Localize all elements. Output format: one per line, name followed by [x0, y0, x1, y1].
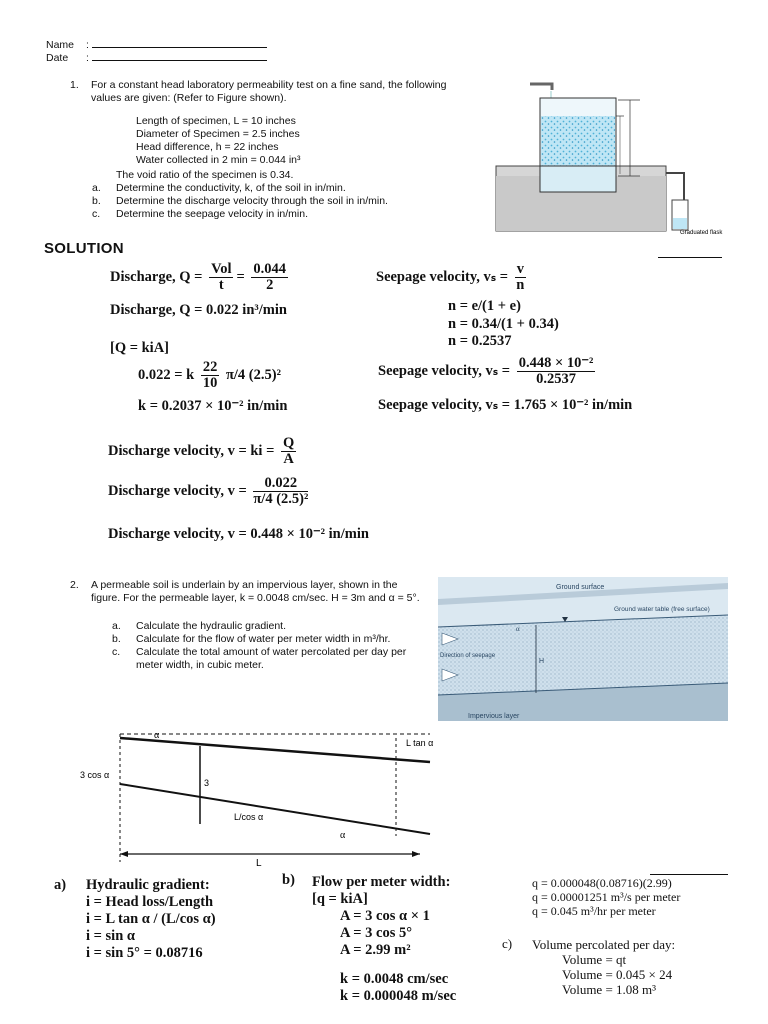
flow-computation: q = 0.000048(0.08716)(2.99) q = 0.00001251 m³/s per meter q = 0.045 m³/hr per meter — [532, 876, 681, 918]
name-label: Name — [46, 39, 75, 51]
part-a-letter: a) — [54, 877, 67, 893]
given-item: Water collected in 2 min = 0.044 in³ — [136, 154, 301, 166]
alpha-bottom: α — [340, 830, 346, 841]
alpha-top: α — [154, 730, 160, 741]
seepage-velocity-sub: Seepage velocity, vₛ = $\frac{\text{0.448 × 10⁻²}}{0.2537}$ — [378, 355, 594, 387]
geometry-sketch — [80, 724, 460, 870]
discharge-velocity-result: Discharge velocity, v = 0.448 × 10⁻² in/min — [108, 526, 369, 542]
task-item: a. Calculate the hydraulic gradient. — [112, 620, 287, 632]
name-row: Name : — [46, 38, 267, 52]
part-c-work: Volume percolated per day: Volume = qt Volume = 0.045 × 24 Volume = 1.08 m³ — [532, 937, 676, 997]
problem1-tasks — [92, 182, 388, 221]
discharge-velocity-1: Discharge velocity, v = ki = $\frac{Q}{A}$ — [108, 435, 295, 467]
problem1-intro: 1. For a constant head laboratory permeability test on a fine sand, the following values are given: (Refer to Figure shown). — [70, 79, 447, 104]
discharge-velocity-2: Discharge velocity, v = $\frac{0.022}{\text{π/4 (2.5)²}}$ — [108, 475, 309, 507]
problem2-intro: 2. A permeable soil is underlain by an impervious layer, shown in the figure. For the permeable layer, k = 0.0048 cm/sec. H = 3m and α = 5°. — [70, 579, 420, 604]
impervious-label: Impervious layer — [468, 713, 520, 720]
task-item: c. Calculate the total amount of water percolated per day per meter width, in cubic meter. — [112, 646, 407, 671]
given-item: Head difference, h = 22 inches — [136, 141, 279, 153]
date-row: Date : — [46, 51, 267, 65]
name-blank[interactable] — [92, 38, 267, 48]
part-a-work: Hydraulic gradient: i = Head loss/Length i = L tan α / (L/cos α) i = sin α i = sin 5° = 0.08716 — [86, 877, 216, 961]
porosity-2: n = 0.34/(1 + 0.34) — [448, 316, 559, 332]
problem2-tasks — [112, 620, 424, 672]
discharge-formula: Discharge, Q = $\frac{\text{Vol}}{t}$ = $\frac{0.044}{2}$ — [110, 261, 286, 293]
faucet-icon — [530, 84, 552, 90]
permeameter-figure — [490, 78, 730, 238]
date-label: Date — [46, 52, 69, 64]
darcy-law: [Q = kiA] — [110, 340, 170, 356]
part-c-letter: c) — [502, 936, 513, 951]
discharge-result: Discharge, Q = 0.022 in³/min — [110, 302, 287, 318]
porosity-3: n = 0.2537 — [448, 333, 512, 349]
direction-label: Direction of seepage — [440, 653, 496, 659]
date-blank[interactable] — [92, 51, 267, 61]
porosity-1: n = e/(1 + e) — [448, 298, 521, 314]
alpha-label: α — [516, 625, 520, 633]
part-b-work: Flow per meter width: [q = kiA] A = 3 cos α × 1 A = 3 cos 5° A = 2.99 m² k = 0.0048 cm/sec k = 0.000048 m/sec — [312, 874, 457, 1004]
gwt-label: Ground water table (free surface) — [614, 606, 710, 613]
ground-surface-label: Ground surface — [556, 584, 605, 591]
task-item: a. Determine the conductivity, k, of the soil in in/min. — [92, 182, 346, 194]
l-label: L — [256, 858, 262, 869]
task-item: b. Determine the discharge velocity through the soil in in/min. — [92, 195, 388, 207]
seepage-figure — [438, 577, 728, 721]
l-tan-label: L tan α — [406, 738, 434, 748]
k-result: k = 0.2037 × 10⁻² in/min — [138, 398, 288, 414]
task-item: c. Determine the seepage velocity in in/min. — [92, 208, 309, 220]
divider — [658, 257, 722, 258]
h-label: H — [539, 658, 545, 665]
three-cos-label: 3 cos α — [80, 770, 110, 780]
task-item: b. Calculate for the flow of water per meter width in m³/hr. — [112, 633, 391, 645]
problem1-givens — [136, 115, 300, 167]
void-ratio: The void ratio of the specimen is 0.34. — [116, 169, 294, 181]
given-item: Length of specimen, L = 10 inches — [136, 115, 296, 127]
l-over-cos-label: L/cos α — [234, 812, 264, 822]
seepage-velocity-result: Seepage velocity, vₛ = 1.765 × 10⁻² in/min — [378, 397, 633, 413]
overline — [650, 874, 728, 875]
part-b-letter: b) — [282, 872, 295, 888]
solution-heading: SOLUTION — [44, 240, 124, 257]
seepage-velocity-formula: Seepage velocity, vₛ = $\frac{v}{n}$ — [376, 261, 525, 293]
given-item: Diameter of Specimen = 2.5 inches — [136, 128, 300, 140]
three-label: 3 — [204, 778, 210, 788]
flask-label: Graduated flask — [680, 230, 723, 236]
k-equation: 0.022 = k $\frac{22}{10}$ π/4 (2.5)² — [138, 359, 281, 391]
